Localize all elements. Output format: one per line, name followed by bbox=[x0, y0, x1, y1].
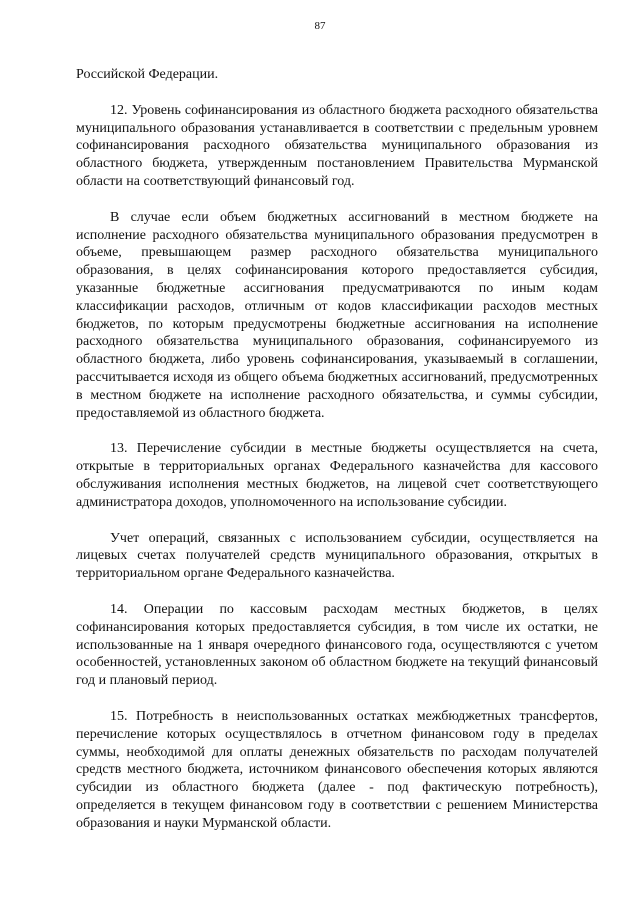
paragraph-12: 12. Уровень софинансирования из областного бюджета расходного обязательства муниципального образования устанавливается в соответствии с предельным уровнем софинансирования расходного обязательства муниципального образования из областного бюджета, утвержденным постановлением Правительства Мурманской области на соответствующий финансовый год. bbox=[76, 102, 598, 189]
paragraph-continuation: Российской Федерации. bbox=[76, 67, 219, 82]
paragraph-13-accounting: Учет операций, связанных с использованием субсидии, осуществляется на лицевых счетах получателей средств муниципального образования, открытых в территориальном органе Федерального казначейства. bbox=[76, 530, 598, 582]
paragraph-13: 13. Перечисление субсидии в местные бюджеты осуществляется на счета, открытые в территориальных органах Федерального казначейства для кассового обслуживания исполнения местных бюджетов, на лицевой счет соответствующего администратора доходов, уполномоченного на использование субсидии. bbox=[76, 441, 598, 510]
paragraph-15: 15. Потребность в неиспользованных остатках межбюджетных трансфертов, перечисление которых осуществлялось в отчетном финансовом году в пределах суммы, необходимой для оплаты денежных обязательств по расходам получателей средств местного бюджета, источником финансового обеспечения которых являются субсидии из областного бюджета (далее - под фактическую потребность), определяется в текущем финансовом году в соответствии с решением Министерства образования и науки Мурманской области. bbox=[76, 708, 598, 831]
paragraph-12-budget-allocations: В случае если объем бюджетных ассигнований в местном бюджете на исполнение расходного обязательства муниципального образования предусмотрен в объеме, превышающем размер расходного обязательства муниципального образования, в целях софинансирования которого предоставляется субсидия, указанные бюджетные ассигнования предусматриваются по иным кодам классификации расходов, отличным от кодов классификации расходов местных бюджетов, по которым предусмотрены бюджетные ассигнования на исполнение расходного обязательства муниципального образования, софинансируемого из областного бюджета, либо уровень софинансирования, указываемый в соглашении, рассчитывается исходя из общего объема бюджетных ассигнований, предусмотренных в местном бюджете на исполнение расходного обязательства, и суммы субсидии, предоставляемой из областного бюджета. bbox=[76, 209, 598, 421]
document-body bbox=[76, 66, 598, 850]
page-number: 87 bbox=[314, 20, 326, 32]
paragraph-14: 14. Операции по кассовым расходам местных бюджетов, в целях софинансирования которых предоставляется субсидия, в том числе их остатки, не использованные на 1 января очередного финансового года, осуществляются с учетом особенностей, установленных законом об областном бюджете на текущий финансовый год и плановый период. bbox=[76, 601, 598, 689]
